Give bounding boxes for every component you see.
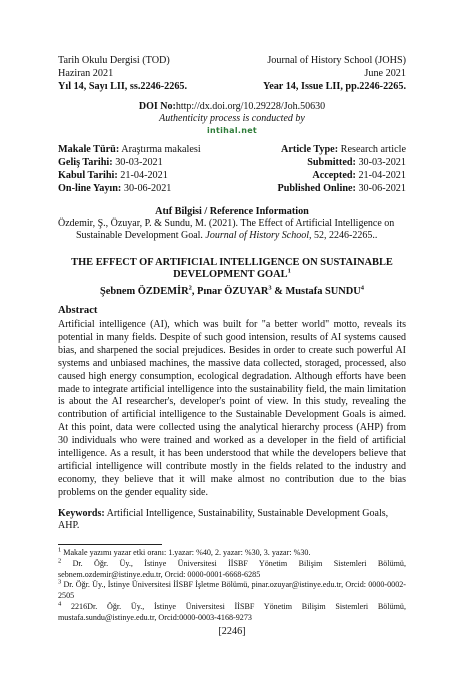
intihal-logo xyxy=(58,126,406,140)
doi-label: DOI No: xyxy=(138,101,176,112)
article-dates xyxy=(58,143,406,195)
footnote-divider xyxy=(58,544,162,545)
dates-right xyxy=(277,143,406,195)
header-right xyxy=(263,54,406,93)
reference-citation xyxy=(58,218,406,242)
dates-left xyxy=(58,143,201,195)
article-type-tr: Makale Türü: Araştırma makalesi xyxy=(58,144,201,155)
volume-tr: Yıl 14, Sayı LII, ss.2246-2265. xyxy=(58,81,188,92)
abstract-text: Artificial intelligence (AI), which was built for "a better world" motto, reveals its potential in many fields. Despite of such good intension, results of AI systems caused bias, and sharpened the social prejudices. Besides in order to create such powerful AI systems and unbiased machines, the massive data collected, storaged, processed, also caused high energy consumption, ecological degradation. Although efforts have been made to integrate artificial intelligence into the sustainability field, the main limitation is about the AI researcher's, developer's point of view. In this study, revealing the contribution of artificial intelligence to the Sustainable Development Goals is aimed. At this point, data were collected using the analytical hierarchy process (AHP) from 30 individuals who were trained and worked as a developer in the field of artificial intelligence. As a result, it has been understood that while the developers believe that artificial intelligence will contribute mostly in the fields related to the industry and economy, they believe that it will make almost no contribution due to the bias problems on the gender equality side. xyxy=(58,319,406,498)
volume-en: Year 14, Issue LII, pp.2246-2265. xyxy=(262,81,406,92)
keywords-list: Artificial Intelligence, Sustainability, Sustainable Development Goals, AHP. xyxy=(58,507,389,531)
doi-line xyxy=(58,101,406,113)
doi-link[interactable]: http://dx.doi.org/10.29228/Joh.50630 xyxy=(175,101,326,112)
citation-line-1: Özdemir, Ş., Özuyar, P. & Sundu, M. (2021). The Effect of Artificial Intelligence on xyxy=(58,218,395,229)
published-date-en: Published Online: 30-06-2021 xyxy=(277,183,406,194)
page-number: [2246] xyxy=(218,626,246,638)
author-list: Şebnem ÖZDEMİR$^2$, Pınar ÖZUYAR$^3$ & Mustafa SUNDU$^4$ xyxy=(99,284,365,297)
article-type-en: Article Type: Research article xyxy=(281,144,406,155)
footnote: $^4$ 2216Dr. Öğr. Üy., İstinye Üniversitesi İİSBF Yönetim Bilişim Sistemleri Bölümü, mustafa.sundu@istinye.edu.tr, Orcid:0000-0003-4168-9273 xyxy=(58,600,406,623)
footnote: $^1$ Makale yazımı yazar etki oranı: 1.yazar: %40, 2. yazar: %30, 3. yazar: %30. xyxy=(58,546,311,557)
article-title: THE EFFECT OF ARTIFICIAL INTELLIGENCE ON SUSTAINABLE DEVELOPMENT GOAL$^1$ xyxy=(71,257,393,280)
author-name: Pınar ÖZUYAR xyxy=(197,286,269,297)
accepted-date-tr: Kabul Tarihi: 21-04-2021 xyxy=(58,170,168,181)
title-footnote-mark: 1 xyxy=(287,267,291,275)
footnote: $^2$ Dr. Öğr. Üy., İstinye Üniversitesi İİSBF Yönetim Bilişim Sistemleri Bölümü, sebnem.ozdemir@istinye.edu.tr, Orcid: 0000-0001-6668-6285 xyxy=(58,556,406,579)
journal-name-en: Journal of History School (JOHS) xyxy=(267,55,406,66)
author-name: Mustafa SUNDU xyxy=(285,286,361,297)
footnotes xyxy=(58,548,406,624)
citation-line-2: Sustainable Development Goal. Journal of History School, 52, 2246-2265.. xyxy=(76,230,378,241)
received-date-tr: Geliş Tarihi: 30-03-2021 xyxy=(58,157,163,168)
journal-header xyxy=(58,54,406,93)
accepted-date-en: Accepted: 21-04-2021 xyxy=(312,170,406,181)
footnote: $^3$ Dr. Öğr. Üy., İstinye Üniversitesi İİSBF İşletme Bölümü, pinar.ozuyar@istinye.edu.tr, Orcid: 0000-0002-2505 xyxy=(58,578,406,601)
authenticity-note: Authenticity process is conducted by xyxy=(159,113,305,124)
author-name: Şebnem ÖZDEMİR xyxy=(99,286,189,297)
keywords xyxy=(58,508,406,532)
issue-date-en: June 2021 xyxy=(364,68,406,79)
intihal-logo-text: intihal.net xyxy=(206,126,258,135)
article-page xyxy=(58,54,406,637)
keywords-label: Keywords: xyxy=(58,507,105,519)
citation-journal: Journal of History School, xyxy=(205,230,312,241)
journal-name-tr: Tarih Okulu Dergisi (TOD) xyxy=(58,55,170,66)
reference-heading: Atıf Bilgisi / Reference Information xyxy=(155,206,309,217)
header-left xyxy=(58,54,187,93)
online-date-tr: On-line Yayın: 30-06-2021 xyxy=(58,183,172,194)
issue-date-tr: Haziran 2021 xyxy=(58,68,114,79)
submitted-date-en: Submitted: 30-03-2021 xyxy=(307,157,406,168)
abstract-heading: Abstract xyxy=(58,305,98,316)
